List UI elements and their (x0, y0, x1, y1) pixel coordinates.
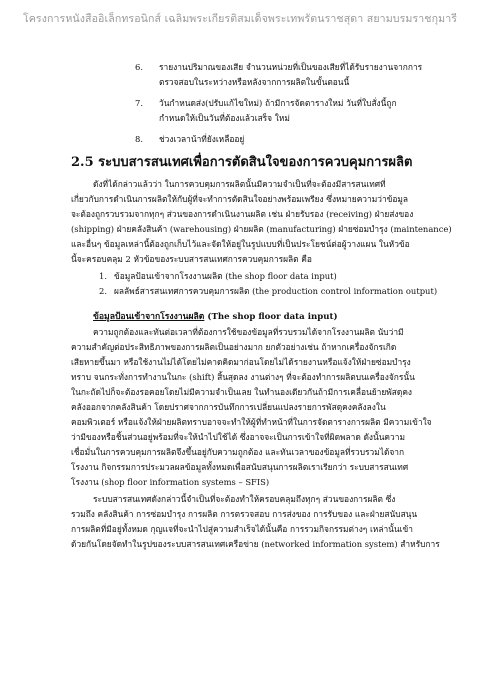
subtopic-text: ข้อมูลป้อนเข้าจากโรงงานผลิต (the shop floor data input) (114, 271, 337, 282)
text-line: ทราบ จนกระทั่งการทำงานในกะ (shift) สิ้นสุดลง งานต่างๆ ที่จะต้องทำการผลิตบนเครื่องจักรนั้น (71, 372, 415, 383)
subtopic-text: ผลลัพธ์สารสนเทศการควบคุมการผลิต (the production control information output) (114, 286, 438, 297)
text-line: เสียหายขึ้นมา หรือใช้งานไม่ได้โดยไม่คาดคิดมาก่อนโดยไม่ได้รายงานหรือแจ้งให้ฝ่ายซ่อมบำรุง (71, 357, 411, 368)
text-line: ด้วยกันโดยจัดทำในรูปของระบบสารสนเทศเครือข่าย (networked information system) สำหรับการ (71, 539, 440, 550)
subtopic-number: 2. (99, 286, 107, 297)
text-line: นี้จะครอบคลุม 2 หัวข้อของระบบสารสนเทศการควบคุมการผลิต คือ (71, 253, 312, 264)
text-line: (shipping) ฝ่ายคลังสินค้า (warehousing) ฝ่ายผลิต (manufacturing) ฝ่ายซ่อมบำรุง (maintenance) (71, 223, 452, 234)
list-item (71, 96, 456, 126)
text-line: รวมถึง คลังสินค้า การซ่อมบำรุง การผลิต การตรวจสอบ การส่งของ การรับของ และฝ่ายสนับสนุน (71, 509, 418, 520)
subsection-heading (71, 310, 456, 325)
text-line: คอมพิวเตอร์ หรือแจ้งให้ฝ่ายผลิตทราบอาจจะทำให้ผู้ที่ทำหน้าที่ในการจัดตารางการผลิต มีความเข้าใจ (71, 416, 432, 427)
section-title: 2.5 ระบบสารสนเทศเพื่อการตัดสินใจของการควบคุมการผลิต (71, 155, 413, 170)
text-line: การผลิตที่มีอยู่ทั้งหมด กุญแจที่จะนำไปสู่ความสำเร็จได้นั้นคือ การรวมกิจกรรมต่างๆ เหล่านั้นเข้า (71, 524, 413, 535)
text-line: เชื่อมั่นในการควบคุมการผลิตจึงขึ้นอยู่กับความถูกต้อง และทันเวลาของข้อมูลที่รวบรวมได้จาก (71, 446, 405, 457)
text-line: ดังที่ได้กล่าวแล้วว่า ในการควบคุมการผลิตนั้นมีความจำเป็นที่จะต้องมีสารสนเทศที่ (93, 179, 386, 189)
paragraph-shop-floor (71, 325, 456, 489)
text-line: ว่ามีของหรือชิ้นส่วนอยู่พร้อมที่จะให้นำไปใช้ได้ ซึ่งอาจจะเป็นการเข้าใจที่ผิดพลาด ดังนั้นความ (71, 431, 405, 442)
list-item-line: ตรวจสอบในระหว่างหรือหลังจากการผลิตในขั้นตอนนี้ (159, 77, 350, 87)
list-item-number: 8. (135, 134, 143, 144)
text-line: คลังออกจากคลังสินค้า โดยปราศจากการบันทึกการเปลี่ยนแปลงรายการพัสดุคงคลังลงใน (71, 401, 386, 412)
subtopic-number: 1. (99, 271, 107, 282)
subsection-heading-english: (The shop floor data input) (207, 312, 338, 323)
list-item-line: ช่วงเวลาน้าที่ยังเหลืออยู่ (159, 134, 245, 144)
list-item-line: วันกำหนดส่ง(ปรับแก้ไขใหม่) ถ้ามีการจัดตารางใหม่ วันที่ใบสั่งนี้ถูก (159, 98, 397, 108)
subtopic-list (71, 269, 456, 299)
text-line: ระบบสารสนเทศดังกล่าวนี้จำเป็นที่จะต้องทำให้ครอบคลุมถึงทุกๆ ส่วนของการผลิต ซึ่ง (93, 494, 396, 505)
list-item (71, 132, 456, 147)
numbered-list (71, 60, 456, 147)
list-item-number: 6. (135, 62, 143, 72)
list-item-line: กำหนดให้เป็นวันที่ต้องแล้วเสร็จ ใหม่ (159, 113, 290, 123)
page-body (71, 60, 456, 552)
text-line: และอื่นๆ ข้อมูลเหล่านี้ต้องถูกเก็บไว้และจัดให้อยู่ในรูปแบบที่เป็นประโยชน์ต่อผู้วางแผน ในหัวข้อ (71, 238, 410, 249)
subsection-heading-thai: ข้อมูลป้อนเข้าจากโรงงานผลิต (93, 312, 205, 323)
text-line: เกี่ยวกับการดำเนินการผลิตให้กับผู้ที่จะทำการตัดสินใจอย่างพร้อมเพรียง ซึ่งหมายความว่าข้อมูล (71, 193, 409, 204)
text-line: ในกะถัดไปก็จะต้องรอคอยโดยไม่มีความจำเป็นเลย ในทำนองเดียวกันถ้ามีการเคลื่อนย้ายพัสดุคง (71, 387, 413, 398)
text-line: โรงงาน (shop floor information systems – SFIS) (71, 476, 270, 487)
text-line: ความถูกต้องและทันต่อเวลาที่ต้องการใช้ของข้อมูลที่รวบรวมได้จากโรงงานผลิต นับว่ามี (93, 327, 404, 338)
text-line: ความสำคัญต่อประสิทธิภาพของการผลิตเป็นอย่างมาก ยกตัวอย่างเช่น ถ้าหากเครื่องจักรเกิด (71, 342, 397, 353)
list-item-number: 7. (135, 98, 143, 108)
paragraph-sfis (71, 492, 456, 552)
subtopic-item (71, 284, 456, 299)
list-item-line: รายงานปริมาณของเสีย จำนวนหน่วยที่เป็นของเสียที่ได้รับรายงานจากการ (159, 62, 423, 72)
paragraph-intro (71, 177, 456, 266)
list-item (71, 60, 456, 90)
running-header: โครงการหนังสืออิเล็กทรอนิกส์ เฉลิมพระเกียรติสมเด็จพระเทพรัตนราชสุดา สยามบรมราชกุมารี (22, 13, 458, 25)
text-line: จะต้องถูกรวบรวมจากทุกๆ ส่วนของการดำเนินงานผลิต เช่น ฝ่ายรับรอง (receiving) ฝ่ายส่งของ (71, 208, 414, 219)
text-line: โรงงาน กิจกรรมการประมวลผลข้อมูลทั้งหมดเพื่อสนับสนุนการผลิตเราเรียกว่า ระบบสารสนเทศ (71, 461, 409, 472)
subtopic-item (71, 269, 456, 284)
